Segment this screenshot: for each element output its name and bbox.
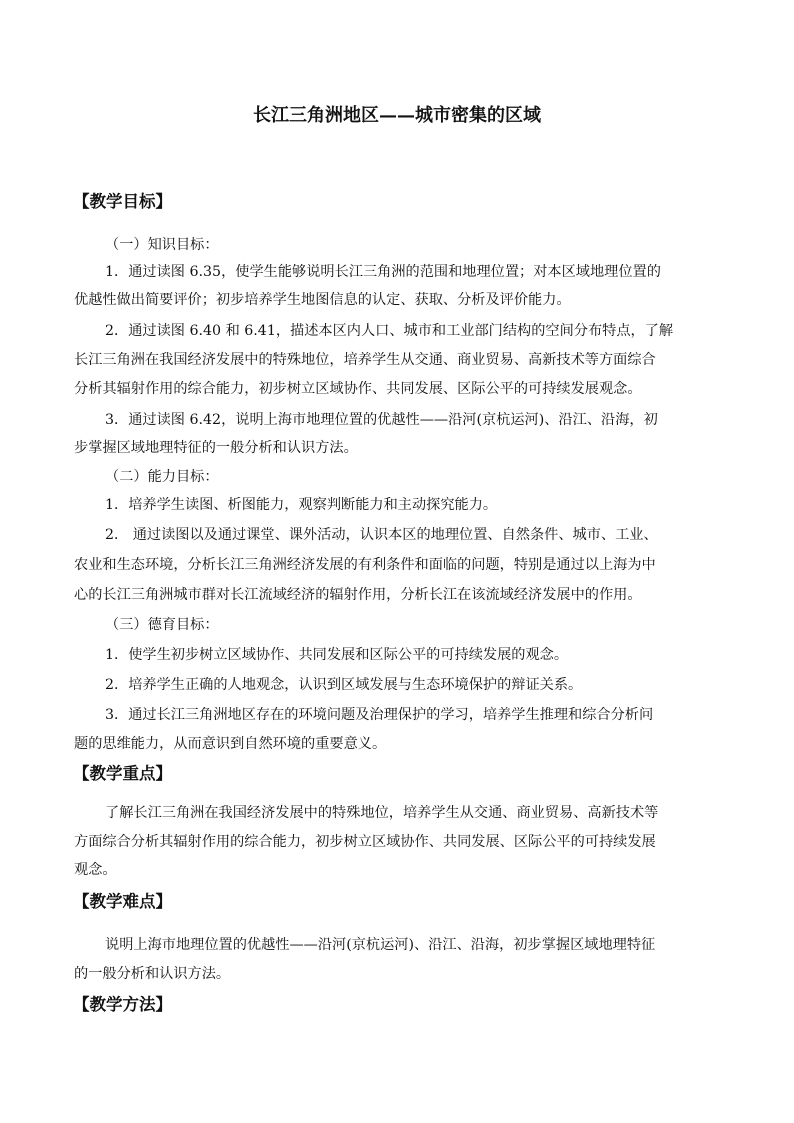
section-heading-methods: 【教学方法】 [73, 995, 172, 1014]
ability-goal-line-4: 心的长江三角洲城市群对长江流域经济的辐射作用，分析长江在该流域经济发展中的作用。 [74, 587, 642, 603]
moral-goal-line-2: 2．培养学生正确的人地观念，认识到区域发展与生态环境保护的辩证关系。 [105, 677, 583, 693]
key-points-line-2: 方面综合分析其辐射作用的综合能力，初步树立区域协作、共同发展、区际公平的可持续发展 [74, 834, 656, 850]
subheading-moral-goals: （三）德育目标： [105, 617, 219, 633]
key-points-line-1: 了解长江三角洲在我国经济发展中的特殊地位，培养学生从交通、商业贸易、高新技术等 [105, 805, 659, 821]
subheading-knowledge-goals: （一）知识目标： [105, 237, 219, 253]
section-heading-key-points: 【教学重点】 [73, 764, 172, 783]
moral-goal-line-1: 1．使学生初步树立区域协作、共同发展和区际公平的可持续发展的观念。 [105, 647, 569, 663]
knowledge-goal-line-3: 2．通过读图 6.40 和 6.41，描述本区内人口、城市和工业部门结构的空间分布特点，了解 [105, 323, 674, 339]
moral-goal-line-4: 题的思维能力，从而意识到自然环境的重要意义。 [74, 736, 387, 752]
difficult-points-line-2: 的一般分析和认识方法。 [74, 966, 231, 982]
difficult-points-line-1: 说明上海市地理位置的优越性——沿河(京杭运河)、沿江、沿海，初步掌握区域地理特征 [105, 937, 656, 953]
ability-goal-line-3: 农业和生态环境，分析长江三角洲经济发展的有利条件和面临的问题，特别是通过以上海为中 [74, 557, 656, 573]
section-heading-teaching-goals: 【教学目标】 [73, 192, 172, 211]
key-points-line-3: 观念。 [74, 862, 117, 878]
knowledge-goal-line-5: 分析其辐射作用的综合能力，初步树立区域协作、共同发展、区际公平的可持续发展观念。 [74, 381, 642, 397]
knowledge-goal-line-7: 步掌握区域地理特征的一般分析和认识方法。 [74, 440, 358, 456]
knowledge-goal-line-4: 长江三角洲在我国经济发展中的特殊地位，培养学生从交通、商业贸易、高新技术等方面综合 [74, 352, 656, 368]
knowledge-goal-line-1: 1．通过读图 6.35，使学生能够说明长江三角洲的范围和地理位置；对本区域地理位置的 [105, 264, 661, 280]
subheading-ability-goals: （二）能力目标： [105, 469, 219, 485]
ability-goal-line-1: 1．培养学生读图、析图能力，观察判断能力和主动探究能力。 [105, 497, 498, 513]
ability-goal-line-2: 2． 通过读图以及通过课堂、课外活动，认识本区的地理位置、自然条件、城市、工业、 [105, 527, 658, 543]
section-heading-difficult-points: 【教学难点】 [73, 892, 172, 911]
knowledge-goal-line-6: 3．通过读图 6.42，说明上海市地理位置的优越性——沿河(京杭运河)、沿江、沿海，初 [105, 412, 658, 428]
moral-goal-line-3: 3．通过长江三角洲地区存在的环境问题及治理保护的学习，培养学生推理和综合分析问 [105, 707, 654, 723]
knowledge-goal-line-2: 优越性做出简要评价；初步培养学生地图信息的认定、获取、分析及评价能力。 [74, 292, 571, 308]
document-title: 长江三角洲地区——城市密集的区域 [253, 105, 541, 126]
